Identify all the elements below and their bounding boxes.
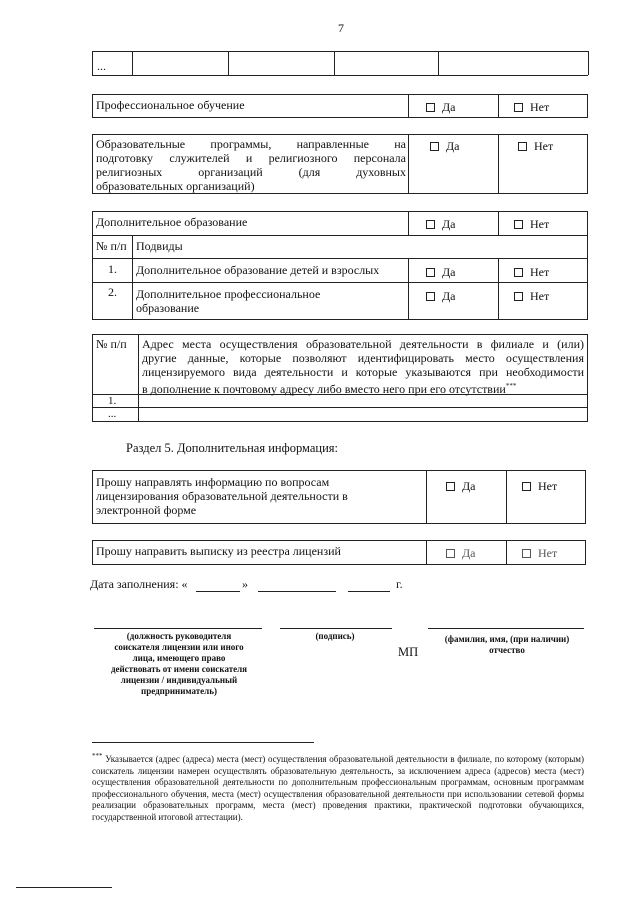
no-label: Нет xyxy=(530,289,550,303)
bottom-divider xyxy=(16,887,112,888)
electronic-no[interactable] xyxy=(522,480,557,493)
row-2-yes[interactable] xyxy=(426,290,456,303)
address-col-num: № п/п xyxy=(96,337,127,351)
no-label: Нет xyxy=(538,546,558,560)
row-1-label: Дополнительное образование детей и взрослых xyxy=(136,263,380,277)
additional-education-yes[interactable] xyxy=(426,218,456,231)
electronic-line-3: электронной форме xyxy=(96,503,197,517)
name-caption xyxy=(428,634,586,656)
religious-programs-no[interactable] xyxy=(518,140,553,153)
position-caption-line: лицензии / индивидуальный xyxy=(120,675,238,685)
no-label: Нет xyxy=(538,479,558,493)
electronic-yes[interactable] xyxy=(446,480,476,493)
additional-education-label: Дополнительное образование xyxy=(96,215,248,229)
yes-label: Да xyxy=(442,289,456,303)
checkbox-icon[interactable] xyxy=(522,482,531,491)
row-2-no[interactable] xyxy=(514,290,549,303)
address-header-text: в дополнение к почтовому адресу либо вместо него при его отсутствии xyxy=(142,382,506,396)
footnote-divider xyxy=(92,742,314,743)
row-2-label-line-2: образование xyxy=(136,301,200,315)
electronic-line-2: лицензирования образовательной деятельности в xyxy=(96,489,348,503)
registry-extract-yes[interactable] xyxy=(446,547,476,560)
page-number: 7 xyxy=(338,21,344,35)
position-caption-line: предприниматель) xyxy=(141,686,217,696)
additional-education-no[interactable] xyxy=(514,218,549,231)
professional-training-no[interactable] xyxy=(514,101,549,114)
row-1-yes[interactable] xyxy=(426,266,456,279)
address-row-1-num: 1. xyxy=(108,395,117,407)
name-caption-line: (фамилия, имя, (при наличии) xyxy=(444,634,570,644)
address-header-line-2: другие данные, которые позволяют идентифицировать место осуществления xyxy=(142,351,584,365)
registry-extract-label: Прошу направить выписку из реестра лицензий xyxy=(96,544,341,558)
checkbox-icon[interactable] xyxy=(426,268,435,277)
stamp-label: МП xyxy=(398,645,419,659)
date-month-field[interactable] xyxy=(258,591,336,592)
footnote-body: Указывается (адрес (адреса) места (мест) осуществления образовательной деятельности в филиале, по которому (которым) соискатель лицензии намерен осуществлять образовательную деятельность, за исключением адреса (адресов) места (мест) осуществления образовательной деятельности по дополнительным профессиональным программам, основным программам профессионального обучения, места (мест) осуществления образовательной деятельности при использовании сетевой формы реализации образовательных программ, места (мест) проведения практики, практической подготовки обучающихся, государственной итоговой аттестации). xyxy=(92,754,584,822)
yes-label: Да xyxy=(442,100,456,114)
signature-caption: (подпись) xyxy=(315,631,355,641)
date-year-suffix: г. xyxy=(396,577,403,591)
checkbox-icon[interactable] xyxy=(514,292,523,301)
top-table-ellipsis: ... xyxy=(97,59,106,73)
yes-label: Да xyxy=(442,265,456,279)
address-header-line-4 xyxy=(142,380,516,396)
professional-training-label: Профессиональное обучение xyxy=(96,98,245,112)
date-year-field[interactable] xyxy=(348,591,390,592)
name-caption-line: отчество xyxy=(489,645,525,655)
row-1-num: 1. xyxy=(108,262,117,276)
checkbox-icon[interactable] xyxy=(430,142,439,151)
professional-training-yes[interactable] xyxy=(426,101,456,114)
no-label: Нет xyxy=(534,139,554,153)
checkbox-icon[interactable] xyxy=(426,220,435,229)
col-subtypes-header: Подвиды xyxy=(136,239,183,253)
checkbox-icon[interactable] xyxy=(514,103,523,112)
no-label: Нет xyxy=(530,265,550,279)
row-2-label-line-1: Дополнительное профессиональное xyxy=(136,287,321,301)
electronic-line-1: Прошу направлять информацию по вопросам xyxy=(96,475,330,489)
address-header-line-3: лицензируемого вида деятельности и которые указываются при необходимости xyxy=(142,365,584,379)
date-quote-close: » xyxy=(242,577,248,591)
footnote-text xyxy=(92,751,584,823)
signature-line[interactable] xyxy=(280,628,392,629)
position-caption-line: лица, имеющего право xyxy=(132,653,226,663)
checkbox-icon[interactable] xyxy=(514,268,523,277)
yes-label: Да xyxy=(446,139,460,153)
religious-programs-line-4: образовательных организаций) xyxy=(96,179,255,193)
position-caption-line: (должность руководителя xyxy=(126,631,232,641)
religious-programs-yes[interactable] xyxy=(430,140,460,153)
address-header-line-1: Адрес места осуществления образовательной деятельности в филиале и (или) xyxy=(142,337,584,351)
footnote-mark: *** xyxy=(92,752,103,760)
registry-extract-no[interactable] xyxy=(522,547,557,560)
date-day-field[interactable] xyxy=(196,591,240,592)
position-caption-line: действовать от имени соискателя xyxy=(110,664,248,674)
checkbox-icon[interactable] xyxy=(522,549,531,558)
checkbox-icon[interactable] xyxy=(426,292,435,301)
religious-programs-line-1: Образовательные программы, направленные на xyxy=(96,137,406,151)
row-1-no[interactable] xyxy=(514,266,549,279)
yes-label: Да xyxy=(442,217,456,231)
checkbox-icon[interactable] xyxy=(514,220,523,229)
col-num-header: № п/п xyxy=(96,239,127,253)
checkbox-icon[interactable] xyxy=(426,103,435,112)
position-caption xyxy=(94,631,264,697)
checkbox-icon[interactable] xyxy=(446,549,455,558)
checkbox-icon[interactable] xyxy=(446,482,455,491)
no-label: Нет xyxy=(530,217,550,231)
religious-programs-line-2: подготовку служителей и религиозного персонала xyxy=(96,151,406,165)
date-label: Дата заполнения: « xyxy=(90,577,188,591)
checkbox-icon[interactable] xyxy=(518,142,527,151)
position-caption-line: соискателя лицензии или иного xyxy=(114,642,244,652)
religious-programs-line-3: религиозных организаций (для духовных xyxy=(96,165,406,179)
no-label: Нет xyxy=(530,100,550,114)
footnote-ref: *** xyxy=(505,382,517,390)
section5-title: Раздел 5. Дополнительная информация: xyxy=(126,441,338,455)
name-line[interactable] xyxy=(428,628,584,629)
yes-label: Да xyxy=(462,546,476,560)
position-line[interactable] xyxy=(94,628,262,629)
row-2-num: 2. xyxy=(108,285,117,299)
address-row-2-num: ... xyxy=(108,408,117,420)
yes-label: Да xyxy=(462,479,476,493)
